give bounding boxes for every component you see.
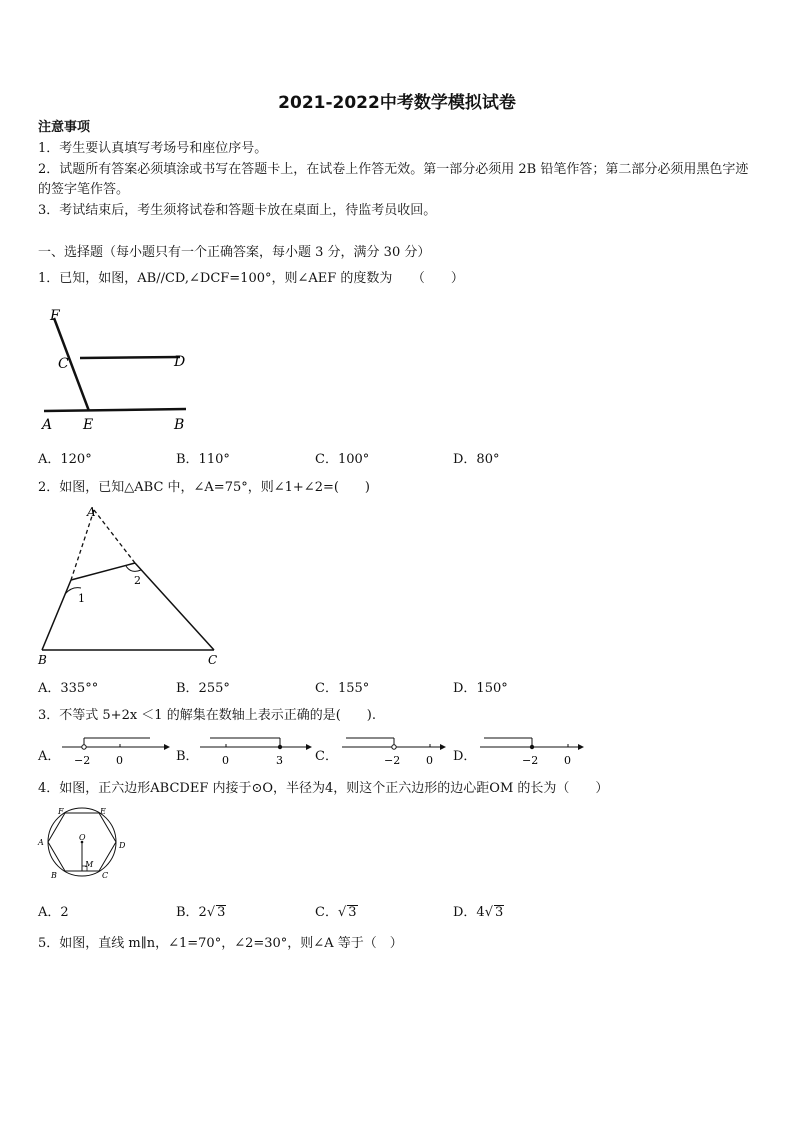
label-m: M bbox=[85, 860, 94, 869]
q4-option-b bbox=[176, 901, 226, 920]
question-3-text: 3．不等式 5+2x ＜1 的解集在数轴上表示正确的是( ). bbox=[38, 708, 376, 723]
label-d: D bbox=[174, 354, 186, 370]
label-c: C bbox=[208, 653, 218, 667]
q1-option-b: B．110° bbox=[176, 452, 230, 467]
label-f: F bbox=[58, 807, 64, 816]
q3-option-a: A． bbox=[38, 749, 61, 764]
tick-label: 0 bbox=[426, 754, 433, 767]
question-2-text: 2．如图，已知△ABC 中，∠A=75°，则∠1+∠2=( ) bbox=[38, 480, 371, 495]
notice-item-2: 2．试题所有答案必须填涂或书写在答题卡上，在试卷上作答无效。第一部分必须用 2B 铅笔作答；第二部分必须用黑色字迹的签字笔作答。 bbox=[38, 162, 749, 197]
cut-line bbox=[71, 563, 135, 580]
notice-item-3: 3．考试结束后，考生须将试卷和答题卡放在桌面上，待监考员收回。 bbox=[38, 203, 437, 218]
label-2: 2 bbox=[134, 574, 141, 587]
label-o: O bbox=[79, 833, 86, 842]
dashed-ab-top bbox=[71, 510, 94, 580]
q3-number-line-b bbox=[196, 733, 312, 769]
page-title: 2021-2022中考数学模拟试卷 bbox=[278, 93, 516, 113]
tick-label: 0 bbox=[564, 754, 571, 767]
label-a: A bbox=[87, 505, 96, 519]
q3-number-line-c bbox=[338, 733, 446, 769]
line-ab bbox=[44, 409, 186, 411]
tick-label: 0 bbox=[116, 754, 123, 767]
label-c: C bbox=[102, 871, 109, 880]
notice-heading: 注意事项 bbox=[38, 120, 91, 135]
q4-option-c-text: C． bbox=[315, 905, 338, 920]
q3-option-c: C． bbox=[315, 749, 338, 764]
question-2-figure bbox=[34, 502, 234, 670]
label-e: E bbox=[100, 807, 106, 816]
label-a: A bbox=[42, 417, 53, 433]
tick-label: 3 bbox=[276, 754, 283, 767]
question-4-text: 4．如图，正六边形ABCDEF 内接于⊙O，半径为4，则这个正六边形的边心距OM 的长为（ ） bbox=[38, 781, 609, 796]
q1-option-a: A．120° bbox=[38, 452, 92, 467]
tick-label: −2 bbox=[522, 754, 539, 767]
q2-option-b: B．255° bbox=[176, 681, 230, 696]
sqrt-radicand: 3 bbox=[348, 905, 357, 920]
question-4-figure bbox=[34, 804, 130, 882]
label-b: B bbox=[174, 417, 185, 433]
sqrt-sign: √ bbox=[484, 905, 493, 920]
sqrt-sign: √ bbox=[206, 905, 216, 920]
tick-label: −2 bbox=[384, 754, 401, 767]
tick-label: −2 bbox=[74, 754, 91, 767]
q3-number-line-d bbox=[476, 733, 584, 769]
question-1-figure bbox=[34, 296, 204, 436]
sqrt-radicand: 3 bbox=[495, 905, 504, 920]
q3-number-line-a bbox=[58, 733, 170, 769]
q2-option-d: D．150° bbox=[453, 681, 508, 696]
q4-option-a: A．2 bbox=[38, 905, 69, 920]
label-a: A bbox=[38, 838, 44, 847]
q3-option-d: D． bbox=[453, 749, 477, 764]
label-d: D bbox=[119, 841, 126, 850]
q4-option-c bbox=[315, 901, 358, 920]
q4-option-d-text: D．4 bbox=[453, 905, 485, 920]
question-1-text: 1．已知，如图，AB//CD,∠DCF=100°，则∠AEF 的度数为 （ ） bbox=[38, 271, 464, 286]
q4-option-d bbox=[453, 901, 504, 920]
q3-option-b: B． bbox=[176, 749, 199, 764]
label-1: 1 bbox=[78, 592, 85, 605]
q1-option-d: D．80° bbox=[453, 452, 500, 467]
notice-item-1: 1．考生要认真填写考场号和座位序号。 bbox=[38, 141, 268, 156]
q1-option-c: C．100° bbox=[315, 452, 370, 467]
label-e: E bbox=[83, 417, 94, 433]
q4-option-b-text: B．2 bbox=[176, 905, 207, 920]
question-5-text: 5．如图，直线 m∥n，∠1=70°，∠2=30°，则∠A 等于（ ） bbox=[38, 936, 403, 951]
section-heading: 一、选择题（每小题只有一个正确答案，每小题 3 分，满分 30 分） bbox=[38, 245, 431, 260]
sqrt-sign: √ bbox=[337, 905, 347, 920]
line-cd bbox=[80, 357, 180, 358]
label-b: B bbox=[51, 871, 57, 880]
side-ac bbox=[135, 563, 214, 650]
label-f: F bbox=[50, 308, 60, 324]
sqrt-radicand: 3 bbox=[217, 905, 226, 920]
dashed-ac-top bbox=[94, 510, 135, 563]
q2-option-a: A．335°° bbox=[38, 681, 99, 696]
tick-label: 0 bbox=[222, 754, 229, 767]
side-ab bbox=[42, 580, 71, 650]
q2-option-c: C．155° bbox=[315, 681, 370, 696]
label-c: C bbox=[58, 356, 69, 372]
label-b: B bbox=[38, 653, 47, 667]
